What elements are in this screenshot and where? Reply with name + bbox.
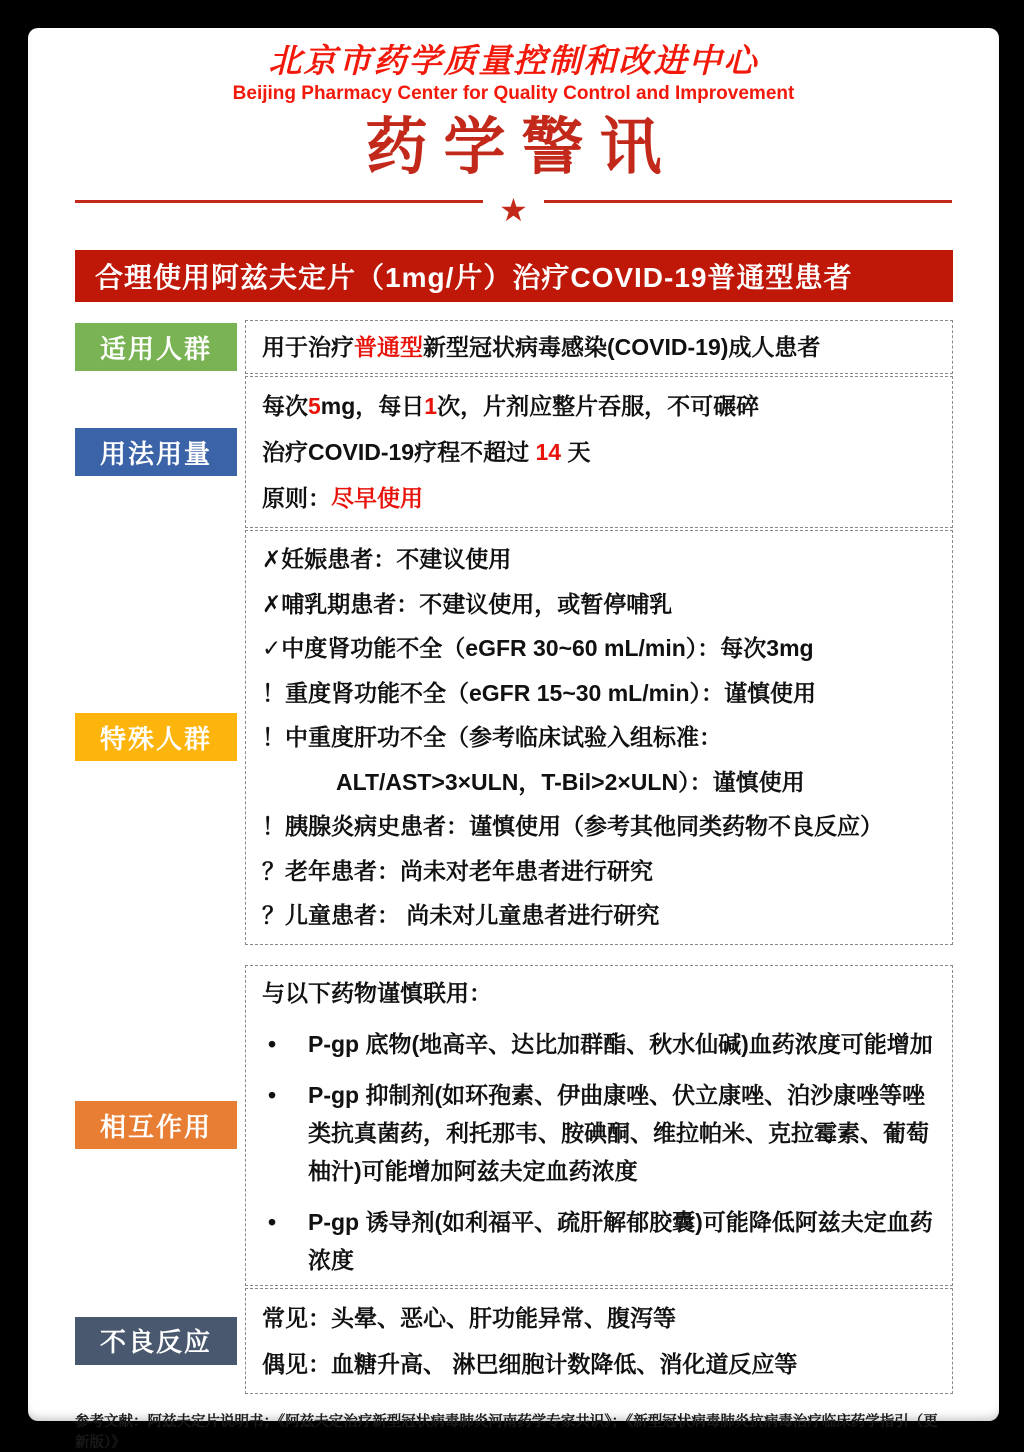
text-segment: 5	[308, 393, 321, 419]
text-segment: P-gp 底物(地高辛、达比加群酯、秋水仙碱)血药浓度可能增加	[308, 1030, 933, 1057]
text-segment: 常见：头晕、恶心、肝功能异常、腹泻等	[262, 1304, 676, 1331]
content-line	[262, 1076, 936, 1190]
page-title: 药学警讯	[365, 113, 678, 182]
text-segment: 每次3mg	[720, 635, 814, 661]
section-content-box	[245, 530, 953, 945]
text-segment: 尚未对老年患者进行研究	[400, 857, 653, 884]
text-segment: ！重度肾功能不全（eGFR 15~30 mL/min）：	[262, 679, 724, 706]
organization-name-cn: 北京市药学质量控制和改进中心	[268, 41, 759, 80]
text-segment: ！中重度肝功不全（参考临床试验入组标准：	[262, 724, 722, 750]
bullet-icon: •	[268, 1030, 277, 1057]
text-segment: 谨慎使用	[712, 768, 805, 795]
content-line	[262, 429, 936, 475]
text-segment: P-gp 抑制剂(如环孢素、伊曲康唑、伏立康唑、泊沙康唑等唑类抗真菌药，利托那韦、胺碘酮、维拉帕米、克拉霉素、葡萄柚汁)可能增加阿兹夫定血药浓度	[308, 1081, 929, 1184]
text-segment: ？老年患者：	[262, 857, 400, 884]
section-label: 用法用量	[75, 428, 237, 476]
content-line	[262, 804, 936, 849]
text-segment: P-gp 诱导剂(如利福平、疏肝解郁胶囊)可能降低阿兹夫定血药浓度	[308, 1208, 933, 1273]
organization-name-en: Beijing Pharmacy Center for Quality Control and Improvement	[232, 83, 795, 104]
sections-container	[28, 320, 999, 1394]
content-line	[262, 671, 936, 716]
bullet-text	[308, 1076, 936, 1190]
text-segment: 用于治疗	[262, 334, 354, 360]
text-segment: 14	[535, 439, 562, 465]
poster-page	[28, 28, 999, 1451]
section-content-box	[245, 376, 953, 528]
section-row-用法用量	[75, 376, 953, 528]
text-segment: 尽早使用	[331, 485, 423, 511]
content-line	[262, 626, 936, 671]
text-segment: 每次	[262, 393, 308, 419]
text-segment: ！胰腺炎病史患者：	[262, 813, 469, 839]
text-segment: 谨慎使用（参考其他同类药物不良反应）	[469, 813, 883, 839]
content-line	[262, 1295, 936, 1341]
text-segment: 与以下药物谨慎联用：	[262, 979, 492, 1006]
references-footer: 参考文献：阿兹夫定片说明书；《阿兹夫定治疗新型冠状病毒肺炎河南药学专家共识》；《新型冠状病毒肺炎抗病毒治疗临床药学指引（更新版）》	[75, 1413, 938, 1451]
section-label: 适用人群	[75, 323, 237, 371]
text-segment: 1	[424, 393, 438, 419]
section-label-cell	[75, 323, 245, 371]
content-line	[262, 582, 936, 627]
bullet-icon: •	[268, 1081, 277, 1108]
text-segment: 原则：	[262, 485, 331, 511]
text-segment: ALT/AST>3×ULN，T-Bil>2×ULN）：	[336, 768, 713, 795]
section-row-特殊人群	[75, 530, 953, 945]
section-label-cell	[75, 1101, 245, 1149]
section-label-cell	[75, 1317, 245, 1365]
section-content-box	[245, 320, 953, 374]
content-line	[262, 383, 936, 429]
section-row-相互作用	[75, 965, 953, 1286]
content-line	[262, 475, 936, 521]
content-line	[262, 327, 936, 367]
content-line	[262, 715, 936, 760]
text-segment: 不建议使用，或暂停哺乳	[419, 590, 673, 617]
text-segment: ✓中度肾功能不全（eGFR 30~60 mL/min）：	[262, 635, 721, 661]
divider-line-right	[544, 200, 952, 203]
title-divider	[75, 192, 952, 230]
text-segment: 天	[561, 439, 591, 465]
content-line	[262, 1203, 936, 1279]
section-row-适用人群	[75, 320, 953, 374]
section-label: 特殊人群	[75, 713, 237, 761]
section-content-box	[245, 1288, 953, 1394]
text-segment: 普通型	[354, 334, 423, 360]
section-label-cell	[75, 428, 245, 476]
text-segment: ✗妊娠患者：	[262, 546, 397, 572]
content-line	[262, 893, 936, 938]
content-line	[262, 849, 936, 894]
bullet-icon: •	[268, 1208, 277, 1235]
section-row-不良反应	[75, 1288, 953, 1394]
text-segment: 尚未对儿童患者进行研究	[406, 902, 660, 928]
content-line	[262, 974, 936, 1012]
poster-header	[28, 28, 999, 230]
content-line	[262, 537, 936, 582]
text-segment: 偶见：血糖升高、 淋巴细胞计数降低、消化道反应等	[262, 1350, 798, 1377]
bullet-text	[308, 1203, 936, 1279]
content-line	[262, 1341, 936, 1387]
text-segment: 新型冠状病毒感染(COVID-19)成人患者	[423, 334, 821, 360]
text-segment: 治疗COVID-19疗程不超过	[262, 439, 536, 465]
content-line	[262, 1025, 936, 1063]
section-label-cell	[75, 713, 245, 761]
section-content-box	[245, 965, 953, 1286]
section-label: 不良反应	[75, 1317, 237, 1365]
text-segment: 次，片剂应整片吞服，不可碾碎	[437, 393, 760, 419]
text-segment: ✗哺乳期患者：	[262, 590, 420, 617]
text-segment: 不建议使用	[396, 546, 512, 572]
bullet-text	[308, 1025, 936, 1063]
section-label: 相互作用	[75, 1101, 237, 1149]
content-line	[262, 760, 936, 805]
text-segment: mg，每日	[320, 393, 425, 419]
subject-banner: 合理使用阿兹夫定片（1mg/片）治疗COVID-19普通型患者	[75, 250, 953, 302]
text-segment: ？儿童患者：	[262, 902, 407, 928]
star-icon: ★	[499, 192, 528, 228]
text-segment: 谨慎使用	[724, 679, 816, 706]
divider-line-left	[75, 200, 483, 203]
